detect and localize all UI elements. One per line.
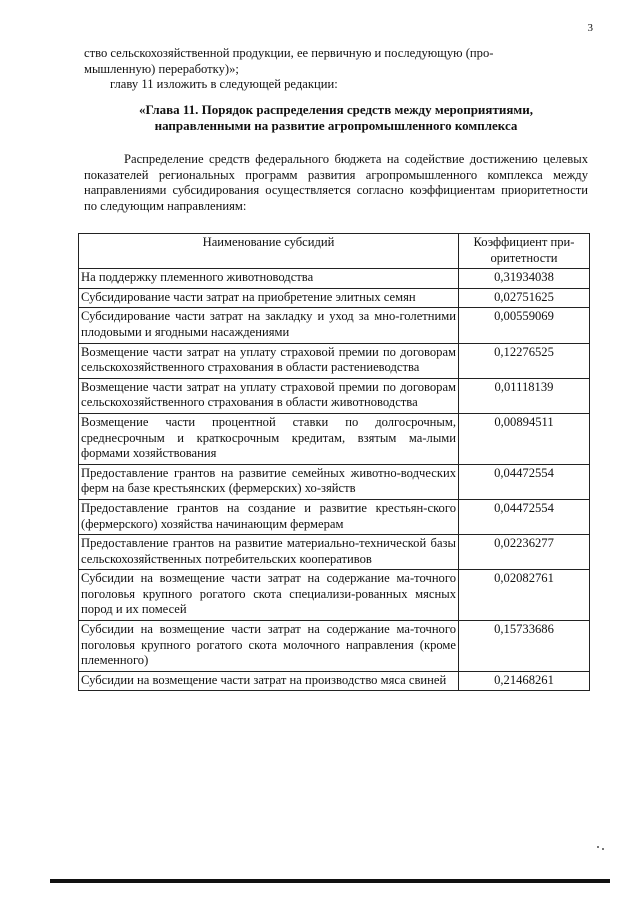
table-row xyxy=(79,499,590,534)
table-header-row xyxy=(79,234,590,269)
subsidy-name: Субсидирование части затрат на закладку и уход за мно-голетними плодовыми и ягодными насаждениями xyxy=(79,308,459,343)
table-row xyxy=(79,570,590,621)
subsidy-name: Субсидирование части затрат на приобретение элитных семян xyxy=(79,288,459,308)
intro-text xyxy=(84,46,588,93)
scan-speck xyxy=(597,846,599,848)
subsidy-coefficient: 0,02751625 xyxy=(459,288,590,308)
heading-line: «Глава 11. Порядок распределения средств между мероприятиями, xyxy=(139,102,533,117)
scan-speck xyxy=(602,848,604,850)
subsidy-name: Возмещение части затрат на уплату страховой премии по договорам сельскохозяйственного страхования в области растениеводства xyxy=(79,343,459,378)
subsidy-coefficient: 0,00894511 xyxy=(459,413,590,464)
table-row xyxy=(79,464,590,499)
subsidies-table xyxy=(78,233,590,691)
subsidy-coefficient: 0,01118139 xyxy=(459,378,590,413)
subsidy-name: Возмещение части процентной ставки по долгосрочным, среднесрочным и краткосрочным кредитам, взятым ма-лыми формами хозяйствования xyxy=(79,413,459,464)
header-coefficient: Коэффициент при-оритетности xyxy=(459,234,590,269)
subsidy-coefficient: 0,02082761 xyxy=(459,570,590,621)
table-row xyxy=(79,535,590,570)
table-row xyxy=(79,621,590,672)
subsidy-coefficient: 0,31934038 xyxy=(459,269,590,289)
subsidy-name: На поддержку племенного животноводства xyxy=(79,269,459,289)
header-subsidy-name: Наименование субсидий xyxy=(79,234,459,269)
subsidy-name: Предоставление грантов на развитие семейных животно-водческих ферм на базе крестьянских (фермерских) хо-зяйств xyxy=(79,464,459,499)
subsidy-coefficient: 0,15733686 xyxy=(459,621,590,672)
intro-line: ство сельскохозяйственной продукции, ее первичную и последующую (про- xyxy=(84,46,494,60)
table-row xyxy=(79,269,590,289)
subsidy-name: Субсидии на возмещение части затрат на содержание ма-точного поголовья крупного рогатого скота молочного направления (кроме племенного) xyxy=(79,621,459,672)
subsidy-coefficient: 0,04472554 xyxy=(459,464,590,499)
subsidy-coefficient: 0,12276525 xyxy=(459,343,590,378)
table-row xyxy=(79,343,590,378)
subsidy-name: Субсидии на возмещение части затрат на содержание ма-точного поголовья крупного рогатого скота специализи-рованных мясных пород и их помесей xyxy=(79,570,459,621)
subsidy-coefficient: 0,21468261 xyxy=(459,671,590,691)
table-row xyxy=(79,288,590,308)
page-number: 3 xyxy=(587,22,593,34)
subsidy-coefficient: 0,00559069 xyxy=(459,308,590,343)
scan-edge-bar xyxy=(50,879,610,883)
subsidy-name: Возмещение части затрат на уплату страховой премии по договорам сельскохозяйственного страхования в области животноводства xyxy=(79,378,459,413)
chapter-instruction: главу 11 изложить в следующей редакции: xyxy=(110,77,338,92)
table-row xyxy=(79,378,590,413)
intro-line: мышленную) переработку)»; xyxy=(84,61,239,76)
subsidy-name: Субсидии на возмещение части затрат на производство мяса свиней xyxy=(79,671,459,691)
subsidy-coefficient: 0,02236277 xyxy=(459,535,590,570)
subsidy-name: Предоставление грантов на развитие материально-технической базы сельскохозяйственных потребительских кооперативов xyxy=(79,535,459,570)
table-row xyxy=(79,671,590,691)
heading-line: направленными на развитие агропромышленного комплекса xyxy=(154,118,518,133)
subsidy-coefficient: 0,04472554 xyxy=(459,499,590,534)
table-row xyxy=(79,413,590,464)
subsidy-name: Предоставление грантов на создание и развитие крестьян-ского (фермерского) хозяйства начинающим фермерам xyxy=(79,499,459,534)
chapter-heading xyxy=(84,102,588,134)
distribution-paragraph: Распределение средств федерального бюджета на содействие достижению целевых показателей региональных программ развития агропромышленного комплекса между направлениями субсидирования осуществляется согласно коэффициентам приоритетности по следующим направлениям: xyxy=(84,152,588,213)
distribution-text xyxy=(84,152,588,214)
table-row xyxy=(79,308,590,343)
